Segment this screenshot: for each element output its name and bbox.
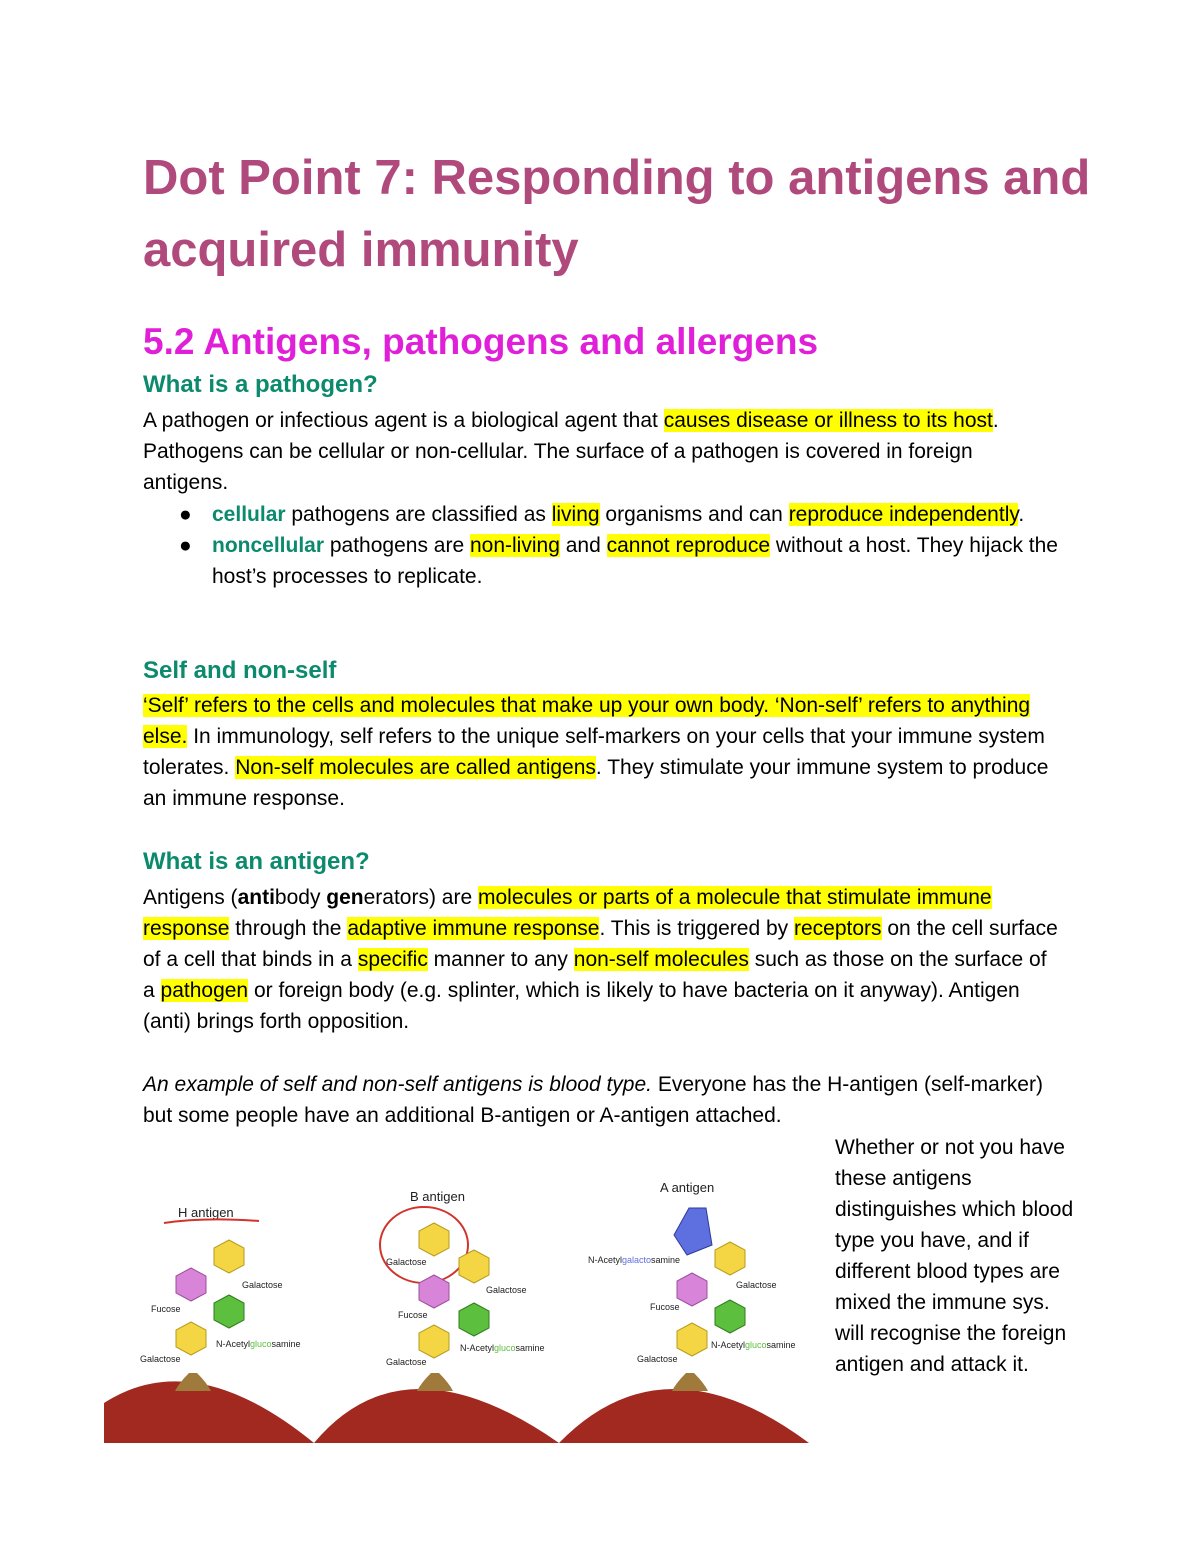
galactose-label: Galactose (242, 1280, 283, 1290)
list-item: ● cellular pathogens are classified as living organisms and can reproduce independently. (143, 499, 1063, 530)
fucose-label: Fucose (151, 1304, 181, 1314)
list-item: ● noncellular pathogens are non-living and cannot reproduce without a host. They hijack the host’s processes to replicate. (143, 530, 1063, 592)
galactose-hexagon (419, 1325, 449, 1358)
antigen-heading: What is an antigen? (143, 848, 370, 875)
galactose-hexagon (715, 1242, 745, 1275)
pathogen-heading: What is a pathogen? (143, 371, 378, 398)
fucose-label: Fucose (650, 1302, 680, 1312)
pathogen-list (143, 499, 1063, 592)
nacetyl-galacto-label: N-Acetylgalactosamine (588, 1255, 681, 1265)
antigen-paragraph: Antigens (antibody generators) are molecules or parts of a molecule that stimulate immune response through the adaptive immune response. This is triggered by receptors on the cell surface of a cell that binds in a specific manner to any non-self molecules such as those on the surface of a pathogen or foreign body (e.g. splinter, which is likely to have bacteria on it anyway). Antigen (anti) brings forth opposition. (143, 886, 1058, 1033)
h-antigen-label: H antigen (178, 1205, 234, 1220)
nacetyl-hexagon (214, 1295, 244, 1328)
bullet-icon: ● (179, 503, 192, 526)
galactose-label: Galactose (486, 1285, 527, 1295)
galactose-hexagon (419, 1223, 449, 1256)
galactose-label: Galactose (140, 1354, 181, 1364)
galactose-hexagon (677, 1323, 707, 1356)
self-heading: Self and non-self (143, 657, 337, 684)
stalk-a (672, 1373, 708, 1391)
galactose-label: Galactose (637, 1354, 678, 1364)
galactose-hexagon (214, 1240, 244, 1273)
fucose-hexagon (176, 1268, 206, 1301)
self-paragraph: ‘Self’ refers to the cells and molecules that make up your own body. ‘Non-self’ refers to anything else. In immunology, self refers to the unique self-markers on your cells that your immune system tolerates. Non-self molecules are called antigens. They stimulate your immune system to produce an immune response. (143, 694, 1049, 810)
nacetyl-label: N-Acetylglucosamine (711, 1340, 796, 1350)
galactose-hexagon (176, 1322, 206, 1355)
section-heading: 5.2 Antigens, pathogens and allergens (143, 321, 819, 362)
fucose-hexagon (419, 1275, 449, 1308)
pathogen-paragraph: A pathogen or infectious agent is a biological agent that causes disease or illness to its host. Pathogens can be cellular or non-cellular. The surface of a pathogen is covered in foreign antigens. (143, 409, 999, 494)
galactose-label: Galactose (386, 1257, 427, 1267)
galactose-hexagon (459, 1250, 489, 1283)
galactose-label: Galactose (736, 1280, 777, 1290)
stalk-b (417, 1373, 453, 1391)
nacetyl-hexagon (715, 1300, 745, 1333)
fucose-label: Fucose (398, 1310, 428, 1320)
antigen-diagram (104, 1165, 814, 1445)
example-paragraph: An example of self and non-self antigens is blood type. Everyone has the H-antigen (self-marker) but some people have an additional B-antigen or A-antigen attached. (143, 1073, 1043, 1127)
galactose-label: Galactose (386, 1357, 427, 1367)
cell-surface-a (559, 1389, 809, 1443)
nacetyl-label: N-Acetylglucosamine (216, 1339, 301, 1349)
b-antigen-label: B antigen (410, 1189, 465, 1204)
page-title: Dot Point 7: Responding to antigens and acquired immunity (143, 151, 1091, 277)
cell-surface-b (314, 1389, 559, 1443)
a-cap-shape (674, 1208, 712, 1255)
a-antigen-label: A antigen (660, 1180, 715, 1195)
fucose-hexagon (677, 1273, 707, 1306)
blood-type-note: Whether or not you have these antigens distinguishes which blood type you have, and if different blood types are mixed the immune sys. will recognise the foreign antigen and attack it. (835, 1136, 1074, 1376)
bullet-icon: ● (179, 534, 192, 557)
nacetyl-hexagon (459, 1303, 489, 1336)
nacetyl-label: N-Acetylglucosamine (460, 1343, 545, 1353)
